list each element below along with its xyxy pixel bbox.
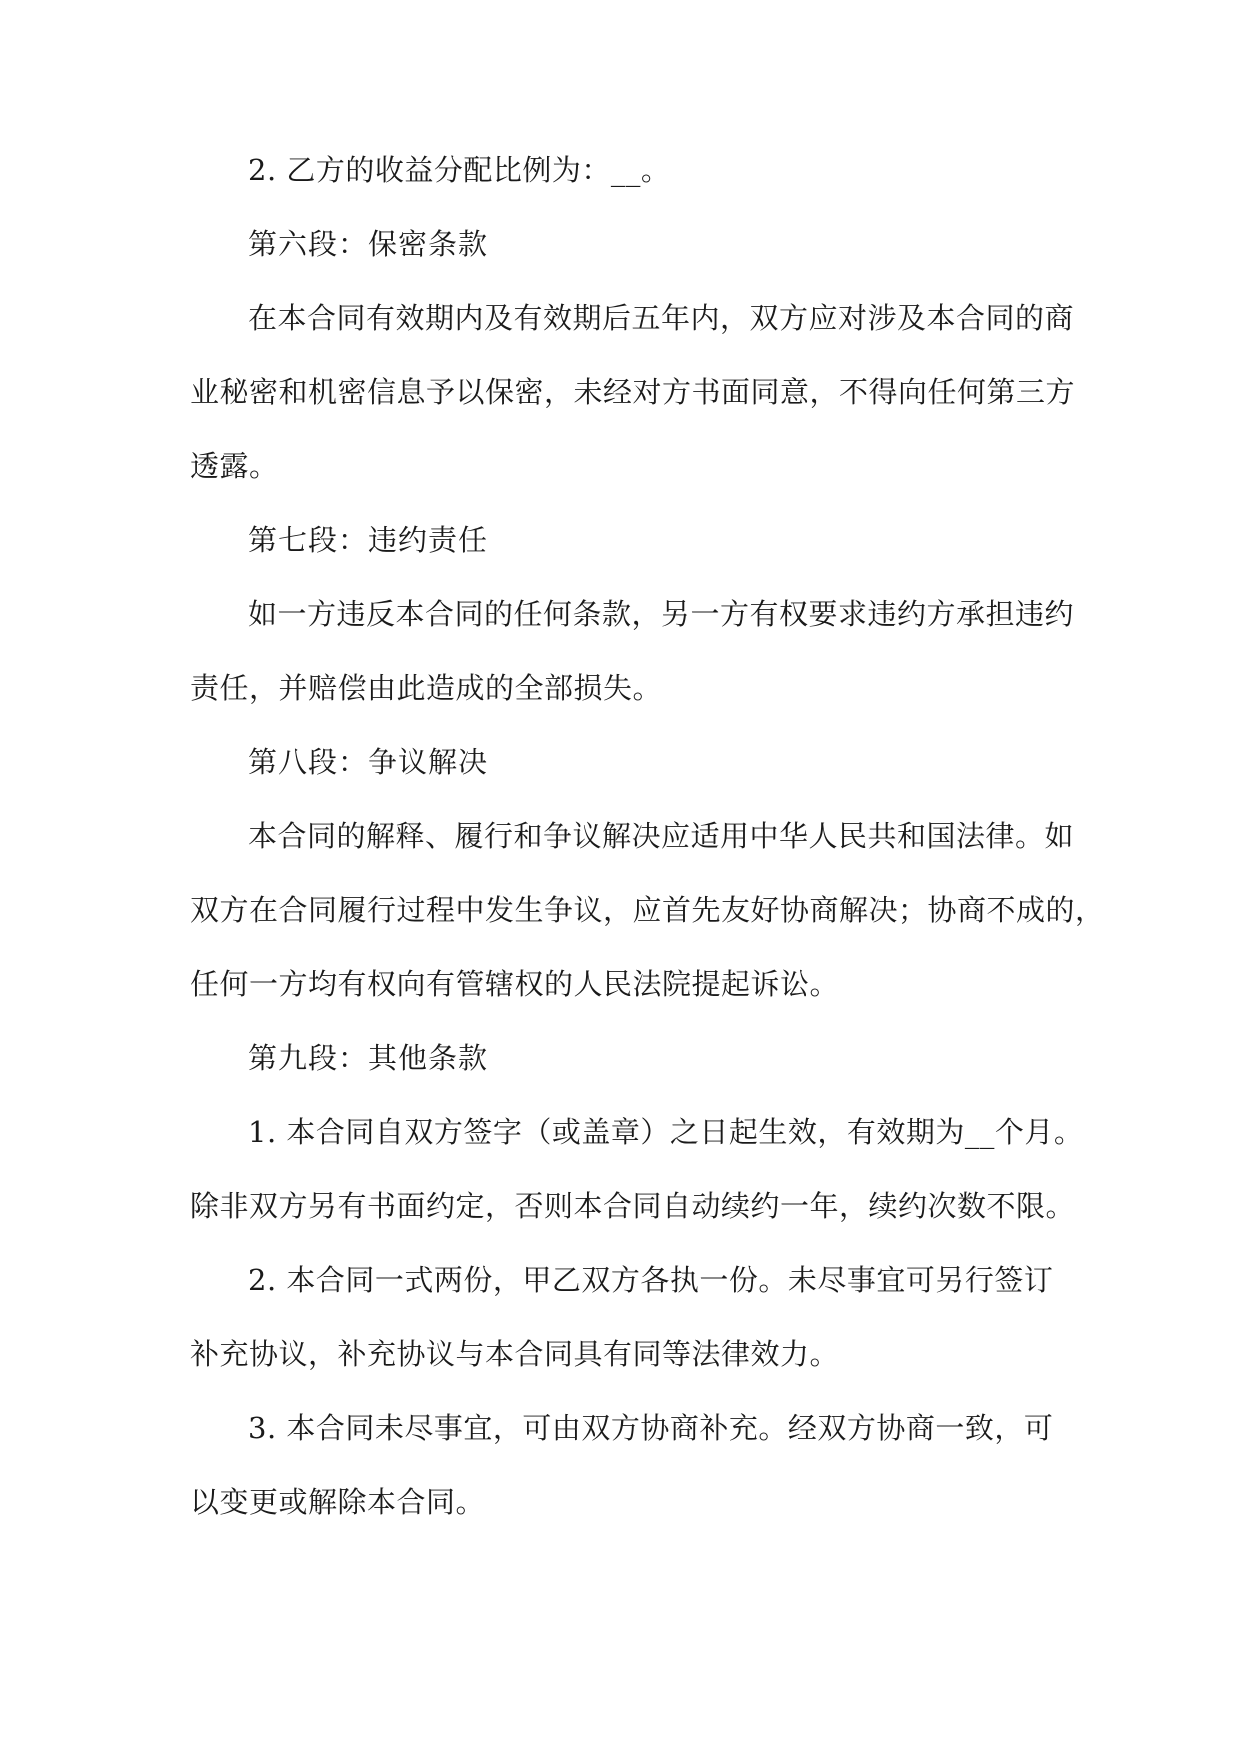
other-terms-item-1-line-1: 1. 本合同自双方签字（或盖章）之日起生效，有效期为__个月。	[248, 1115, 1084, 1149]
section-heading-breach-liability: 第七段：违约责任	[248, 523, 489, 557]
dispute-paragraph-line-3: 任何一方均有权向有管辖权的人民法院提起诉讼。	[190, 967, 840, 1001]
section-heading-other-terms: 第九段：其他条款	[248, 1041, 489, 1075]
document-body	[190, 148, 1105, 1554]
other-terms-item-2-line-1: 2. 本合同一式两份，甲乙双方各执一份。未尽事宜可另行签订	[248, 1263, 1054, 1297]
other-terms-item-3-line-2: 以变更或解除本合同。	[190, 1485, 486, 1519]
clause-5-item-2: 2. 乙方的收益分配比例为：__。	[248, 153, 671, 187]
other-terms-item-2-line-2: 补充协议，补充协议与本合同具有同等法律效力。	[190, 1337, 840, 1371]
confidentiality-paragraph-line-2: 业秘密和机密信息予以保密，未经对方书面同意，不得向任何第三方	[190, 375, 1076, 409]
confidentiality-paragraph-line-1: 在本合同有效期内及有效期后五年内，双方应对涉及本合同的商	[248, 301, 1075, 335]
dispute-paragraph-line-1: 本合同的解释、履行和争议解决应适用中华人民共和国法律。如	[248, 819, 1075, 853]
section-heading-dispute-resolution: 第八段：争议解决	[248, 745, 489, 779]
other-terms-item-1-line-2: 除非双方另有书面约定，否则本合同自动续约一年，续约次数不限。	[190, 1189, 1076, 1223]
confidentiality-paragraph-line-3: 透露。	[190, 449, 279, 483]
other-terms-item-3-line-1: 3. 本合同未尽事宜，可由双方协商补充。经双方协商一致，可	[248, 1411, 1054, 1445]
section-heading-confidentiality: 第六段：保密条款	[248, 227, 489, 261]
breach-paragraph-line-1: 如一方违反本合同的任何条款，另一方有权要求违约方承担违约	[248, 597, 1075, 631]
breach-paragraph-line-2: 责任，并赔偿由此造成的全部损失。	[190, 671, 663, 705]
dispute-paragraph-line-2: 双方在合同履行过程中发生争议，应首先友好协商解决；协商不成的，	[190, 893, 1105, 927]
